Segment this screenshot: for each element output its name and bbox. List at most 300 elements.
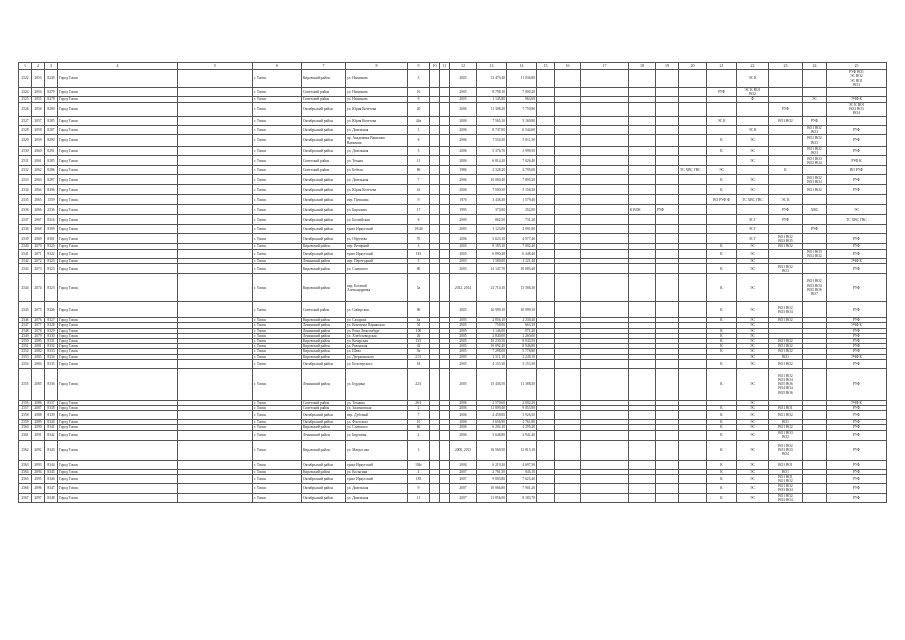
table-cell: 2540 xyxy=(19,244,32,249)
column-number-cell: 23 xyxy=(769,63,803,70)
table-cell xyxy=(769,175,803,185)
table-cell: 7 750,80 xyxy=(507,102,537,116)
table-cell: 2005 xyxy=(450,333,477,338)
table-cell: Октябрьский район xyxy=(302,185,346,195)
table-cell: РУФ xyxy=(827,474,887,483)
table-cell xyxy=(537,70,555,88)
table-row xyxy=(19,274,887,302)
table-cell: 9 803,80 xyxy=(477,474,507,483)
table-cell: ЭС xyxy=(737,135,769,147)
table-cell xyxy=(769,156,803,166)
table-cell: ул. Юрия Кочетова xyxy=(346,185,408,195)
table-cell: ВО1 xyxy=(769,420,803,425)
table-cell xyxy=(178,440,253,460)
table-cell: 2069 xyxy=(32,234,45,244)
table-cell: ул. Коммуны Парижская xyxy=(346,323,408,328)
table-cell: РУФ xyxy=(827,425,887,430)
table-cell: К xyxy=(707,368,737,400)
table-cell: К xyxy=(707,359,737,368)
table-cell: Ленинский район xyxy=(302,368,346,400)
table-cell xyxy=(440,125,450,134)
table-cell: Кировский район xyxy=(302,244,346,249)
table-cell xyxy=(555,185,581,195)
table-cell xyxy=(803,302,827,318)
table-cell: ЭС xyxy=(737,359,769,368)
table-cell: 15 586,30 xyxy=(507,274,537,302)
table-cell: 8290 xyxy=(45,135,58,147)
table-cell: 8280 xyxy=(45,102,58,116)
column-number-cell: 25 xyxy=(827,63,887,70)
table-cell: ХВС xyxy=(803,205,827,215)
table-cell xyxy=(629,215,656,225)
table-row xyxy=(19,166,887,175)
table-cell: К xyxy=(707,244,737,249)
table-cell: 2547 xyxy=(19,323,32,328)
table-cell xyxy=(440,156,450,166)
table-cell: Кировский район xyxy=(302,440,346,460)
table-cell: 11 809,40 xyxy=(477,406,507,411)
table-cell: Город Томск xyxy=(58,205,178,215)
table-cell: 2075 xyxy=(32,302,45,318)
table-cell xyxy=(440,474,450,483)
table-cell: 7 895,30 xyxy=(507,175,537,185)
table-cell: 1 580,00 xyxy=(477,259,507,264)
table-cell: 971,20 xyxy=(507,328,537,333)
table-cell: ЭЧФ К xyxy=(827,354,887,359)
table-cell: ЭС xyxy=(737,274,769,302)
table-cell: 8285 xyxy=(45,116,58,125)
document-sheet xyxy=(18,62,886,503)
table-cell: 8328 xyxy=(45,323,58,328)
table-cell: 2559 xyxy=(19,420,32,425)
table-cell xyxy=(629,430,656,440)
table-cell: Город Томск xyxy=(58,156,178,166)
table-cell: РУФ xyxy=(827,234,887,244)
table-cell: 54 xyxy=(408,323,430,328)
column-number-cell: 20 xyxy=(679,63,707,70)
table-cell: Кировский район xyxy=(302,354,346,359)
table-cell: Ленинский район xyxy=(302,323,346,328)
column-number-cell: 18 xyxy=(629,63,656,70)
table-cell: ВО1 ВО2 xyxy=(769,411,803,420)
table-cell: 8285 xyxy=(45,156,58,166)
table-cell xyxy=(537,368,555,400)
table-cell: Город Томск xyxy=(58,440,178,460)
table-cell: 2560 xyxy=(19,425,32,430)
table-cell: 2549 xyxy=(19,333,32,338)
table-cell xyxy=(803,102,827,116)
table-cell: 20 xyxy=(408,102,430,116)
table-cell xyxy=(679,156,707,166)
table-cell: ЭС xyxy=(737,349,769,354)
table-cell: РУФ xyxy=(827,333,887,338)
table-cell xyxy=(679,215,707,225)
table-cell: ВО1 ВО1 xyxy=(769,460,803,469)
table-cell: Город Томск xyxy=(58,354,178,359)
table-cell: 2006 xyxy=(450,147,477,156)
table-cell: 8323 xyxy=(45,259,58,264)
table-cell: РУФ xyxy=(827,493,887,502)
table-cell xyxy=(430,430,440,440)
table-cell: г. Томск xyxy=(253,116,302,125)
table-cell: 2006 xyxy=(450,156,477,166)
table-cell: 8287 xyxy=(45,125,58,134)
table-cell xyxy=(555,125,581,134)
table-cell xyxy=(440,264,450,274)
table-row xyxy=(19,484,887,493)
table-cell: г. Томск xyxy=(253,102,302,116)
table-cell xyxy=(707,205,737,215)
table-cell xyxy=(581,135,629,147)
table-cell: 2557 xyxy=(19,406,32,411)
table-cell: 2 249,10 xyxy=(507,354,537,359)
table-cell: 1 145,80 xyxy=(477,97,507,102)
table-cell: г. Томск xyxy=(253,318,302,323)
table-cell: 2007 xyxy=(450,493,477,502)
table-cell xyxy=(430,156,440,166)
table-cell xyxy=(430,166,440,175)
table-cell: Октябрьский район xyxy=(302,102,346,116)
table-cell xyxy=(769,88,803,97)
table-cell xyxy=(555,88,581,97)
table-cell xyxy=(537,302,555,318)
table-cell xyxy=(629,249,656,258)
table-cell: Советский район xyxy=(302,400,346,405)
table-cell: г. Томск xyxy=(253,323,302,328)
table-cell xyxy=(430,368,440,400)
table-cell: 11 856,00 xyxy=(477,493,507,502)
table-row xyxy=(19,116,887,125)
table-cell: 2561 xyxy=(19,430,32,440)
table-cell: К xyxy=(707,135,737,147)
table-cell: ул. Флотского xyxy=(346,420,408,425)
table-cell: 731,20 xyxy=(507,215,537,225)
table-row xyxy=(19,215,887,225)
table-row xyxy=(19,264,887,274)
table-cell: 14 147,70 xyxy=(477,264,507,274)
table-cell: 2067 xyxy=(32,215,45,225)
table-cell: 8279 xyxy=(45,88,58,97)
table-cell: ВО1 ВО2 ВО3 ВО4 ВО5 ВО6 ВО4 ВО4 ВО5 ВО6 xyxy=(769,368,803,400)
table-cell xyxy=(430,264,440,274)
table-cell: г. Томск xyxy=(253,411,302,420)
table-cell: РУФ xyxy=(827,264,887,274)
table-cell: 86 xyxy=(408,302,430,318)
table-cell: РУФ xyxy=(827,125,887,134)
table-cell: ул. Дизельная xyxy=(346,147,408,156)
table-cell: 8399 xyxy=(45,225,58,234)
table-cell: 9 xyxy=(408,195,430,205)
table-cell xyxy=(430,411,440,420)
table-cell: 7 xyxy=(408,411,430,420)
table-cell: 2077 xyxy=(32,323,45,328)
table-cell: 8326 xyxy=(45,302,58,318)
table-cell: К xyxy=(707,420,737,425)
table-cell: г. Томск xyxy=(253,400,302,405)
table-cell: 2543 xyxy=(19,264,32,274)
table-cell xyxy=(581,175,629,185)
table-cell: Кировский район xyxy=(302,70,346,88)
table-cell: 1 146,00 xyxy=(477,328,507,333)
table-cell: 8 185,10 xyxy=(477,244,507,249)
table-cell xyxy=(555,474,581,483)
column-number-cell: 7 xyxy=(302,63,346,70)
table-cell: Город Томск xyxy=(58,328,178,333)
table-cell xyxy=(430,249,440,258)
table-cell: 11 xyxy=(408,493,430,502)
table-cell xyxy=(581,368,629,400)
table-cell xyxy=(430,302,440,318)
table-cell xyxy=(537,195,555,205)
table-cell: ВО1 ВО2 ВО3 xyxy=(803,135,827,147)
table-cell: Октябрьский район xyxy=(302,420,346,425)
table-cell xyxy=(555,368,581,400)
table-cell xyxy=(537,359,555,368)
table-cell xyxy=(555,166,581,175)
table-cell: ЭС xyxy=(737,344,769,349)
table-cell: 2006 xyxy=(450,116,477,125)
column-number-cell: 17 xyxy=(581,63,629,70)
table-cell: г. Томск xyxy=(253,125,302,134)
table-cell: 5 648,80 xyxy=(477,430,507,440)
table-cell xyxy=(440,205,450,215)
table-cell: 5 xyxy=(408,259,430,264)
table-cell: г. Томск xyxy=(253,147,302,156)
table-cell: К xyxy=(707,493,737,502)
table-cell: ВО1 ВО3 ВО2 ВО4 xyxy=(803,156,827,166)
table-cell: 2062 xyxy=(32,166,45,175)
table-cell xyxy=(440,88,450,97)
table-cell: Ленинский район xyxy=(302,430,346,440)
table-cell: 4 977,40 xyxy=(507,234,537,244)
table-cell xyxy=(679,440,707,460)
table-cell xyxy=(555,215,581,225)
table-cell: ЭС xyxy=(737,302,769,318)
table-cell: 2548 xyxy=(19,328,32,333)
table-cell xyxy=(629,440,656,460)
table-cell: Октябрьский район xyxy=(302,249,346,258)
table-cell: Октябрьский район xyxy=(302,460,346,469)
table-cell xyxy=(440,102,450,116)
table-cell: Город Томск xyxy=(58,102,178,116)
table-cell: пер. Пушкина xyxy=(346,195,408,205)
table-cell xyxy=(178,359,253,368)
table-cell: ЭС xyxy=(737,185,769,195)
table-cell: Город Томск xyxy=(58,493,178,502)
table-cell xyxy=(581,460,629,469)
table-cell: 6 814,20 xyxy=(477,156,507,166)
table-cell: 2545 xyxy=(19,302,32,318)
table-cell: 2556 xyxy=(19,400,32,405)
table-cell: 2006 xyxy=(450,135,477,147)
table-cell xyxy=(803,70,827,88)
table-cell: РУФ xyxy=(827,328,887,333)
table-cell: ул. Техная xyxy=(346,156,408,166)
table-cell xyxy=(679,484,707,493)
table-cell: г. Томск xyxy=(253,259,302,264)
table-cell xyxy=(679,411,707,420)
table-cell: 2078 xyxy=(32,328,45,333)
table-cell: 6 890,20 xyxy=(477,249,507,258)
table-cell: 2054 xyxy=(32,88,45,97)
table-cell: 4a xyxy=(408,318,430,323)
table-cell: ул. Дизельная xyxy=(346,125,408,134)
table-cell: ВО1 ВО3 ВО2 xyxy=(769,430,803,440)
table-cell: ул. Рязанская xyxy=(346,344,408,349)
table-cell: г. Томск xyxy=(253,70,302,88)
table-cell: ул. Бебеля xyxy=(346,166,408,175)
table-cell: ЭС xyxy=(737,147,769,156)
table-cell: 21/1 xyxy=(408,354,430,359)
table-cell: 2060 xyxy=(32,147,45,156)
table-cell: 3 xyxy=(408,440,430,460)
table-cell: 2095 xyxy=(32,474,45,483)
table-cell xyxy=(555,493,581,502)
table-cell: К xyxy=(707,302,737,318)
table-cell xyxy=(537,147,555,156)
table-cell: 2 xyxy=(408,406,430,411)
table-cell: Октябрьский район xyxy=(302,205,346,215)
table-cell: 22/1 xyxy=(408,368,430,400)
table-cell: 2071 xyxy=(32,249,45,258)
table-cell: 7 554,50 xyxy=(477,135,507,147)
table-cell: 44a xyxy=(408,116,430,125)
table-cell: ул. Бирзовая xyxy=(346,430,408,440)
table-cell: Город Томск xyxy=(58,469,178,474)
table-cell: 2567 xyxy=(19,493,32,502)
table-cell: 2530 xyxy=(19,147,32,156)
table-cell: ВО1 ВО2 ВО3 ВО4 ВО5 ВО6 ВО7 xyxy=(803,274,827,302)
table-cell: тракт Иркутский xyxy=(346,225,408,234)
table-cell xyxy=(629,225,656,234)
table-cell: 2092 xyxy=(32,440,45,460)
table-cell: 10 060,40 xyxy=(477,175,507,185)
table-cell xyxy=(555,102,581,116)
table-cell xyxy=(430,474,440,483)
table-cell xyxy=(537,264,555,274)
table-cell xyxy=(803,264,827,274)
table-cell: г. Томск xyxy=(253,166,302,175)
table-cell xyxy=(679,274,707,302)
table-cell: 2005 xyxy=(450,97,477,102)
table-cell: г. Томск xyxy=(253,344,302,349)
table-cell xyxy=(555,274,581,302)
table-cell: Октябрьский район xyxy=(302,215,346,225)
table-cell: ул. Засимовская xyxy=(346,406,408,411)
table-cell xyxy=(440,493,450,502)
table-cell: РУФ xyxy=(803,225,827,234)
table-cell: ЭС xyxy=(737,244,769,249)
table-cell: К xyxy=(707,484,737,493)
table-cell: ул. Матросова xyxy=(346,440,408,460)
table-cell: г. Томск xyxy=(253,359,302,368)
table-cell: 2006 xyxy=(450,185,477,195)
table-cell xyxy=(440,274,450,302)
table-cell xyxy=(178,195,253,205)
table-row xyxy=(19,411,887,420)
column-number-cell: 16 xyxy=(555,63,581,70)
table-cell: 2003 xyxy=(450,259,477,264)
table-cell xyxy=(440,359,450,368)
table-cell: 2007 xyxy=(450,469,477,474)
table-cell: г. Томск xyxy=(253,484,302,493)
table-cell xyxy=(555,116,581,125)
table-cell: г. Томск xyxy=(253,97,302,102)
table-cell: ВО1 xyxy=(769,354,803,359)
table-cell: 2064 xyxy=(32,185,45,195)
table-cell xyxy=(430,195,440,205)
table-cell: 2008, 2013 xyxy=(450,440,477,460)
table-row xyxy=(19,88,887,97)
table-cell: ТС ХВС ГВС xyxy=(679,166,707,175)
table-cell xyxy=(656,411,679,420)
table-cell xyxy=(555,70,581,88)
table-cell xyxy=(430,175,440,185)
table-cell: 42 xyxy=(408,344,430,349)
table-cell: 8346 xyxy=(45,474,58,483)
table-cell: 3 xyxy=(408,244,430,249)
table-cell: 2552 xyxy=(19,349,32,354)
table-cell xyxy=(537,234,555,244)
table-cell xyxy=(629,484,656,493)
table-cell: ЭС xyxy=(737,469,769,474)
table-cell: ЭС xyxy=(737,259,769,264)
table-cell: Город Томск xyxy=(58,249,178,258)
table-cell: Город Томск xyxy=(58,359,178,368)
table-cell: 8296 xyxy=(45,185,58,195)
table-cell xyxy=(537,125,555,134)
table-cell xyxy=(178,484,253,493)
table-cell: 2536 xyxy=(19,205,32,215)
table-cell: 8 943,50 xyxy=(507,339,537,344)
table-cell: 2526 xyxy=(19,102,32,116)
column-number-cell: 12 xyxy=(450,63,477,70)
table-cell: ЭС xyxy=(707,166,737,175)
table-cell xyxy=(555,411,581,420)
table-cell xyxy=(537,205,555,215)
table-cell: ул. Балтийская xyxy=(346,215,408,225)
table-cell: РУФ xyxy=(827,469,887,474)
table-cell: ЭС xyxy=(737,406,769,411)
table-row xyxy=(19,135,887,147)
table-cell xyxy=(656,215,679,225)
table-cell: Город Томск xyxy=(58,411,178,420)
table-cell: Город Томск xyxy=(58,147,178,156)
table-cell: 2 xyxy=(408,430,430,440)
table-cell: ул. Дизельная xyxy=(346,484,408,493)
table-cell xyxy=(178,116,253,125)
table-cell: Октябрьский район xyxy=(302,116,346,125)
table-cell: К xyxy=(707,185,737,195)
table-cell xyxy=(555,175,581,185)
table-cell: 862,50 xyxy=(477,215,507,225)
table-cell xyxy=(430,135,440,147)
table-cell: 2081 xyxy=(32,344,45,349)
table-cell xyxy=(707,70,737,88)
table-row xyxy=(19,440,887,460)
table-cell: Город Томск xyxy=(58,125,178,134)
table-cell xyxy=(440,116,450,125)
table-cell: РУФ xyxy=(827,484,887,493)
table-cell xyxy=(581,430,629,440)
table-cell: ВО РУФ xyxy=(827,166,887,175)
table-cell: Город Томск xyxy=(58,368,178,400)
table-cell: Город Томск xyxy=(58,349,178,354)
table-cell xyxy=(178,166,253,175)
table-cell xyxy=(537,215,555,225)
table-cell xyxy=(803,440,827,460)
table-cell xyxy=(707,215,737,225)
